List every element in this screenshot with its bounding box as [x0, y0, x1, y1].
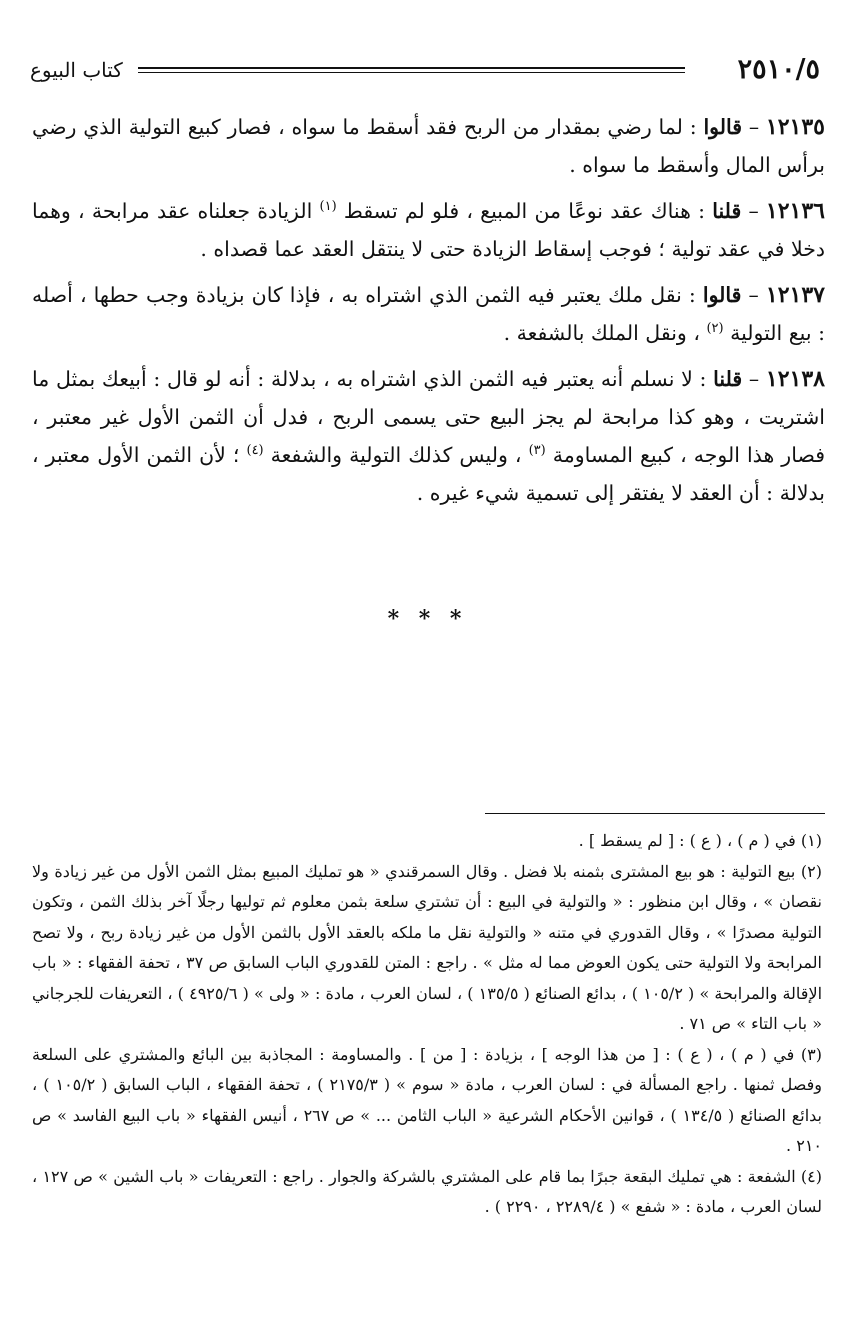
paragraph-text: الزيادة جعلناه عقد مرابحة ، وهما دخلا في عقد تولية ؛ فوجب إسقاط الزيادة حتى لا ينتقل العقد عما قصداه . [32, 199, 825, 261]
paragraph-lead: قالوا [703, 115, 743, 139]
paragraph-number: ١٢١٣٧ [765, 282, 825, 308]
paragraph-number: ١٢١٣٦ [765, 198, 825, 224]
paragraph-lead: قالوا [702, 283, 742, 307]
paragraph-dash: – [741, 199, 766, 223]
footnotes [32, 826, 822, 1223]
page-header [30, 52, 820, 92]
header-rule [138, 67, 685, 73]
paragraph-12136 [32, 192, 825, 268]
book-title: كتاب البيوع [30, 58, 123, 82]
paragraph-text: ؛ لأن الثمن الأول معتبر ، بدلالة : أن العقد لا يفتقر إلى تسمية شيء غيره . [32, 443, 825, 505]
page-number: ٢٥١٠/٥ [737, 54, 820, 85]
paragraph-text: ، ونقل الملك بالشفعة . [503, 321, 707, 345]
paragraph-dash: – [742, 115, 766, 139]
paragraph-lead: قلنا [712, 199, 742, 223]
paragraph-lead: قلنا [713, 367, 743, 391]
paragraph-text: : نقل ملك يعتبر فيه الثمن الذي اشتراه به ، فإذا كان بزيادة وجب حطها ، أصله : بيع التولية [32, 283, 825, 345]
paragraph-text: : هناك عقد نوعًا من المبيع ، فلو لم تسقط [336, 199, 713, 223]
paragraph-text: : لا نسلم أنه يعتبر فيه الثمن الذي اشتراه به ، بدلالة : أنه لو قال : أبيعك بمثل ما اشتريت ، وهو كذا مرابحة لم يجز البيع حتى يسمى الربح ، فدل أن الثمن الأول غير معتبر ، فصار هذا الوجه ، كبيع المساومة [32, 367, 826, 467]
paragraph-number: ١٢١٣٥ [765, 114, 825, 140]
paragraph-text: ، وليس كذلك التولية والشفعة [263, 443, 529, 467]
paragraph-12138 [32, 360, 825, 512]
paragraph-12135 [32, 108, 825, 184]
footnote-rule [485, 813, 825, 814]
footnote-ref-1[interactable]: (١) [319, 199, 337, 215]
footnote-3: (٣) في ( م ) ، ( ع ) : [ من هذا الوجه ] ، بزيادة : [ من ] . والمساومة : المجاذبة بين البائع والمشتري على السلعة وفصل ثمنها . راجع المسألة في : لسان العرب ، مادة « سوم » ( ٢١٧٥/٣ ) ، تحفة الفقهاء ، الباب السابق ( ١٠٥/٢ ) ، بدائع الصنائع ( ١٣٤/٥ ) ، قوانين الأحكام الشرعية « الباب الثامن ... » ص ٢٦٧ ، أنيس الفقهاء « باب البيع الفاسد » ص ٢١٠ . [32, 1044, 823, 1155]
paragraph-dash: – [741, 283, 766, 307]
footnote-2: (٢) بيع التولية : هو بيع المشترى بثمنه بلا فضل . وقال السمرقندي « هو تمليك المبيع بمثل الثمن الأول من غير زيادة ولا نقصان » ، وقال ابن منظور : « والتولية في البيع : أن تشتري سلعة بثمن معلوم ثم توليها رجلًا آخر بذلك الثمن ، وتكون التولية مصدرًا » ، وقال القدوري في متنه « والتولية نقل ما ملكه بالعقد الأول بالثمن الأول من غير زيادة ربح ، ولا تصح المرابحة ولا التولية حتى يكون العوض مما له مثل » . راجع : المتن للقدوري الباب السابق ص ٣٧ ، تحفة الفقهاء : « باب الإقالة والمرابحة » ( ١٠٥/٢ ) ، بدائع الصنائع ( ١٣٥/٥ ) ، لسان العرب ، مادة : « ولى » ( ٤٩٢٥/٦ ) ، التعريفات للجرجاني « باب التاء » ص ٧١ . [32, 861, 823, 1033]
main-text [32, 108, 825, 520]
footnote-1: (١) في ( م ) ، ( ع ) : [ لم يسقط ] . [578, 831, 822, 850]
paragraph-12137 [32, 276, 825, 352]
paragraph-number: ١٢١٣٨ [765, 366, 825, 392]
footnote-ref-2[interactable]: (٢) [706, 321, 724, 337]
paragraph-dash: – [742, 367, 766, 391]
paragraph-text: : لما رضي بمقدار من الربح فقد أسقط ما سواه ، فصار كبيع التولية الذي رضي برأس المال وأسقط ما سواه . [32, 115, 825, 177]
footnote-4: (٤) الشفعة : هي تمليك البقعة جبرًا بما قام على المشتري بالشركة والجوار . راجع : التعريفات « باب الشين » ص ١٢٧ ، لسان العرب ، مادة : « شفع » ( ٢٢٨٩/٤ ، ٢٢٩٠ ) . [32, 1166, 823, 1216]
footnote-ref-3[interactable]: (٣) [528, 443, 546, 459]
footnote-ref-4[interactable]: (٤) [246, 443, 264, 459]
section-separator: * * * [387, 606, 468, 632]
